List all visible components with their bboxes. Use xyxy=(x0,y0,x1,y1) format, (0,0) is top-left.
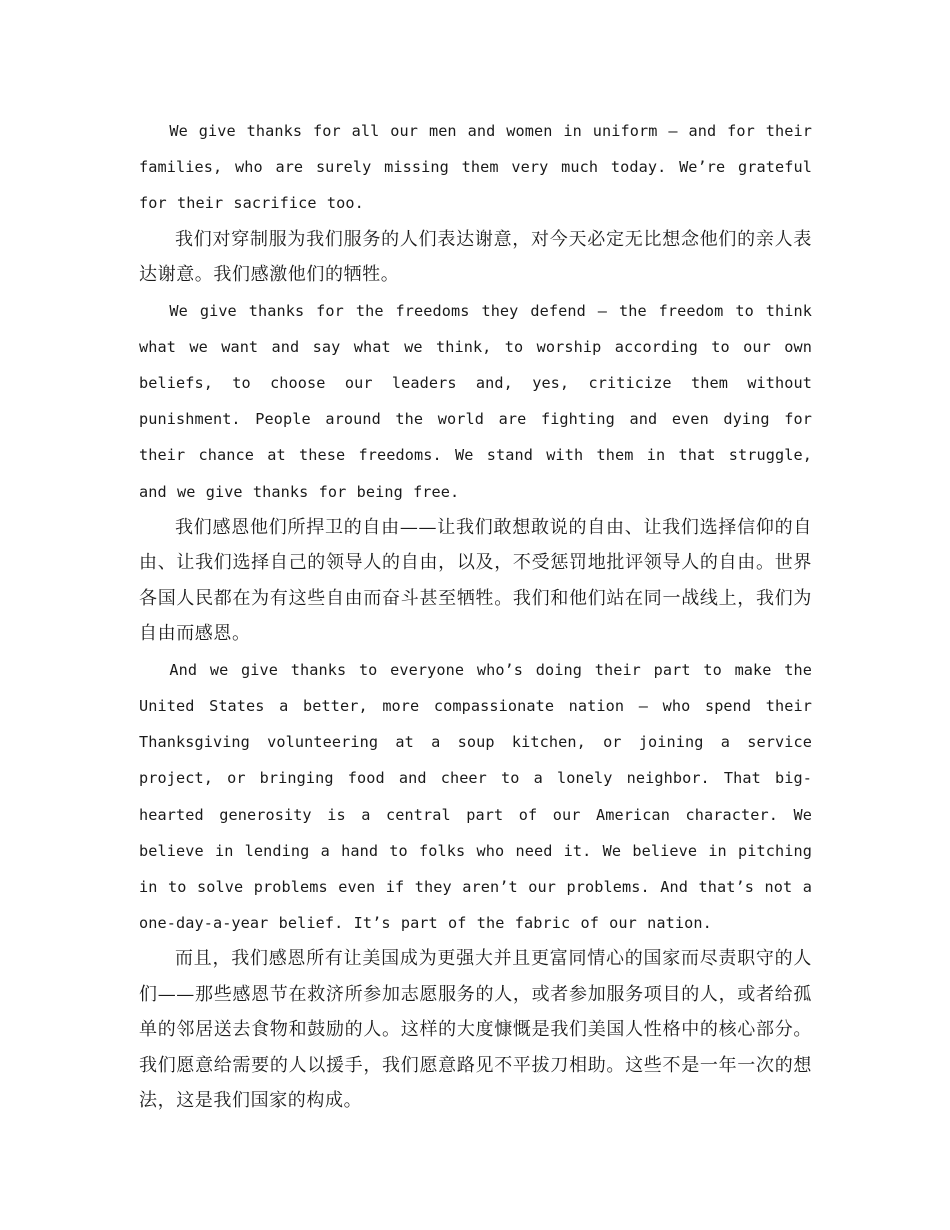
paragraph-zh-3: 而且，我们感恩所有让美国成为更强大并且更富同情心的国家而尽责职守的人们——那些感恩节在救济所参加志愿服务的人，或者参加服务项目的人，或者给孤单的邻居送去食物和鼓励的人。这样的大度慷慨是我们美国人性格中的核心部分。我们愿意给需要的人以援手，我们愿意路见不平拔刀相助。这些不是一年一次的想法，这是我们国家的构成。 xyxy=(139,948,812,1112)
paragraph-en-1: We give thanks for all our men and women in uniform – and for their families, who are surely missing them very much today. We’re grateful for their sacrifice too. xyxy=(139,122,812,213)
paragraph-en-2: We give thanks for the freedoms they defend – the freedom to think what we want and say what we think, to worship according to our own beliefs, to choose our leaders and, yes, criticize them without punishment. People around the world are fighting and even dying for their chance at these freedoms. We stand with them in that struggle, and we give thanks for being free. xyxy=(139,301,812,501)
document-body xyxy=(139,113,812,1119)
paragraph-zh-1: 我们对穿制服为我们服务的人们表达谢意，对今天必定无比想念他们的亲人表达谢意。我们感激他们的牺牲。 xyxy=(139,228,812,286)
paragraph-zh-2: 我们感恩他们所捍卫的自由——让我们敢想敢说的自由、让我们选择信仰的自由、让我们选择自己的领导人的自由，以及，不受惩罚地批评领导人的自由。世界各国人民都在为有这些自由而奋斗甚至牺牲。我们和他们站在同一战线上，我们为自由而感恩。 xyxy=(139,516,812,645)
paragraph-en-3: And we give thanks to everyone who’s doing their part to make the United States a better, more compassionate nation – who spend their Thanksgiving volunteering at a soup kitchen, or joining a service project, or bringing food and cheer to a lonely neighbor. That big-hearted generosity is a central part of our American character. We believe in lending a hand to folks who need it. We believe in pitching in to solve problems even if they aren’t our problems. And that’s not a one-day-a-year belief. It’s part of the fabric of our nation. xyxy=(139,660,812,933)
